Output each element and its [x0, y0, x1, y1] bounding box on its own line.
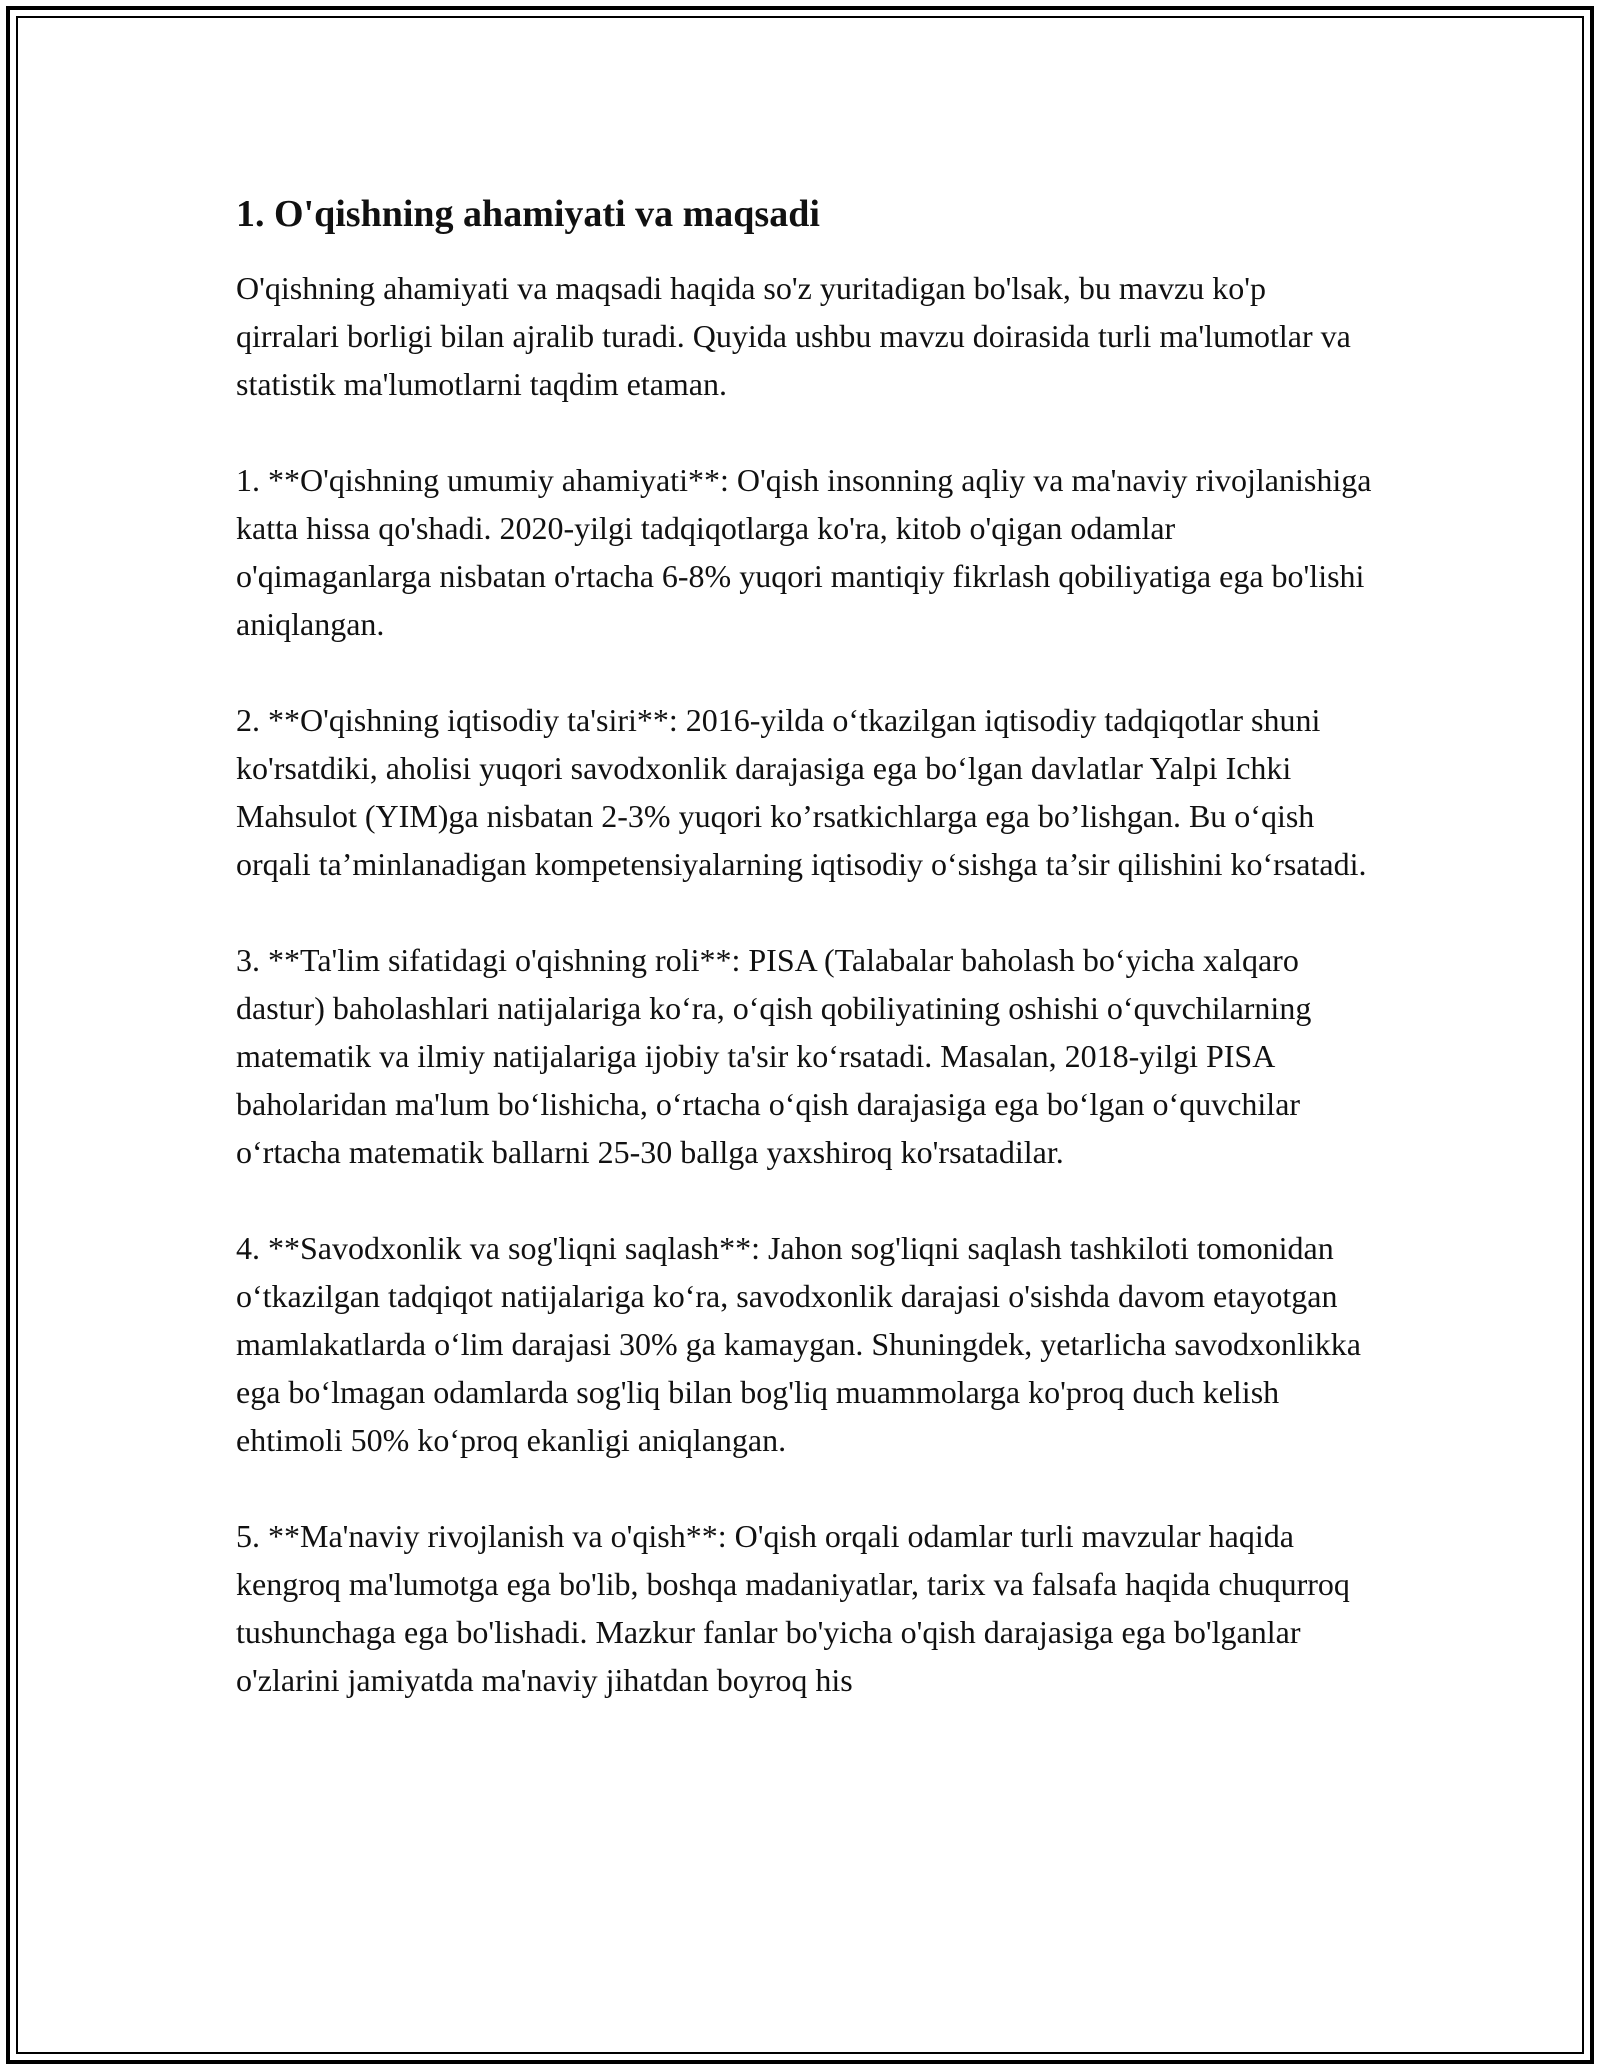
intro-paragraph: O'qishning ahamiyati va maqsadi haqida so'z yuritadigan bo'lsak, bu mavzu ko'p qirralari borligi bilan ajralib turadi. Quyida ushbu mavzu doirasida turli ma'lumotlar va statistik ma'lumotlarni taqdim etaman.: [236, 270, 1351, 402]
paragraph-4-literacy-health: 4. **Savodxonlik va sog'liqni saqlash**: Jahon sog'liqni saqlash tashkiloti tomonidan o‘tkazilgan tadqiqot natijalariga ko‘ra, savodxonlik darajasi o'sishda davom etayotgan mamlakatlarda o‘lim darajasi 30% ga kamaygan. Shuningdek, yetarlicha savodxonlikka ega bo‘lmagan odamlarda sog'liq bilan bog'liq muammolarga ko'proq duch kelish ehtimoli 50% ko‘proq ekanligi aniqlangan.: [236, 1230, 1361, 1458]
paragraph-5-spiritual-development: 5. **Ma'naviy rivojlanish va o'qish**: O'qish orqali odamlar turli mavzular haqida kengroq ma'lumotga ega bo'lib, boshqa madaniyatlar, tarix va falsafa haqida chuqurroq tushunchaga ega bo'lishadi. Mazkur fanlar bo'yicha o'qish darajasiga ega bo'lganlar o'zlarini jamiyatda ma'naviy jihatdan boyroq his: [236, 1518, 1350, 1698]
document-title: 1. O'qishning ahamiyati va maqsadi: [236, 193, 820, 235]
paragraph-3-education-role: 3. **Ta'lim sifatidagi o'qishning roli**: PISA (Talabalar baholash bo‘yicha xalqaro dastur) baholashlari natijalariga ko‘ra, o‘qish qobiliyatining oshishi o‘quvchilarning matematik va ilmiy natijalariga ijobiy ta'sir ko‘rsatadi. Masalan, 2018-yilgi PISA baholaridan ma'lum bo‘lishicha, o‘rtacha o‘qish darajasiga ega bo‘lgan o‘quvchilar o‘rtacha matematik ballarni 25-30 ballga yaxshiroq ko'rsatadilar.: [236, 942, 1312, 1170]
paragraph-2-economic-impact: 2. **O'qishning iqtisodiy ta'siri**: 2016-yilda o‘tkazilgan iqtisodiy tadqiqotlar shuni ko'rsatdiki, aholisi yuqori savodxonlik darajasiga ega bo‘lgan davlatlar Yalpi Ichki Mahsulot (YIM)ga nisbatan 2-3% yuqori ko’rsatkichlarga ega bo’lishgan. Bu o‘qish orqali ta’minlanadigan kompetensiyalarning iqtisodiy o‘sishga ta’sir qilishini ko‘rsatadi.: [236, 702, 1367, 882]
document-body: [236, 186, 1376, 1752]
paragraph-1-general-importance: 1. **O'qishning umumiy ahamiyati**: O'qish insonning aqliy va ma'naviy rivojlanishiga katta hissa qo'shadi. 2020-yilgi tadqiqotlarga ko'ra, kitob o'qigan odamlar o'qimaganlarga nisbatan o'rtacha 6-8% yuqori mantiqiy fikrlash qobiliyatiga ega bo'lishi aniqlangan.: [236, 462, 1372, 642]
